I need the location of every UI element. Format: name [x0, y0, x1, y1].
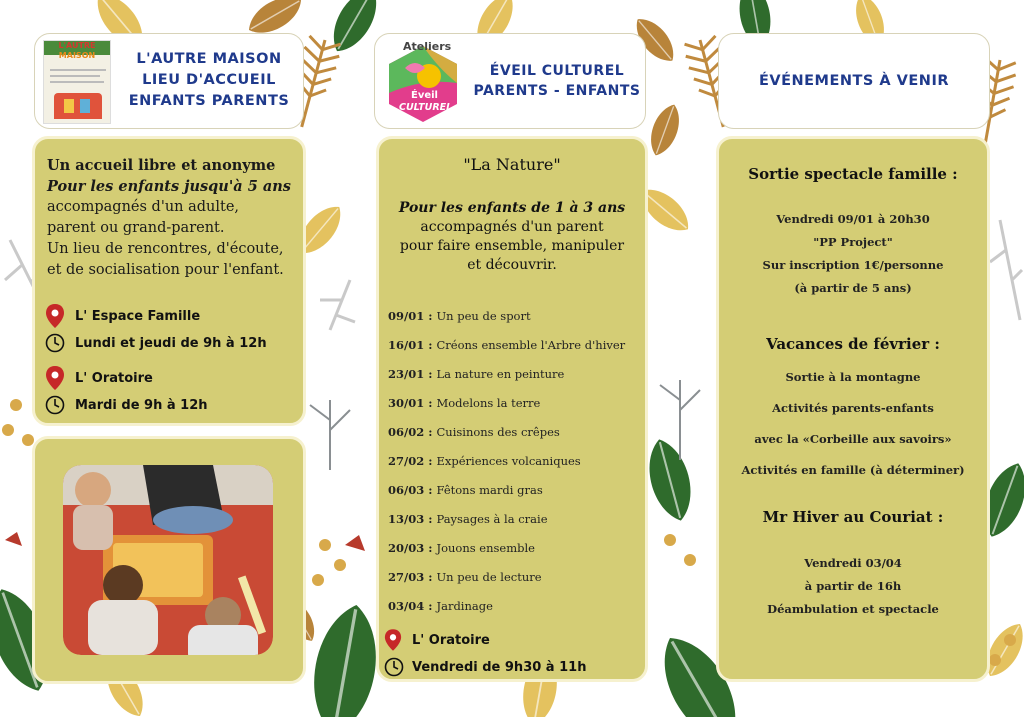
clock-icon: [45, 333, 65, 353]
event-3-line-1: Vendredi 03/04: [804, 556, 902, 570]
schedule-item: [388, 454, 581, 468]
schedule-date: 03/04: [388, 599, 425, 613]
photo-panel: [32, 436, 306, 684]
intro-line-1: Pour les enfants de 1 à 3 ans: [398, 200, 626, 216]
schedule-separator: :: [424, 541, 437, 555]
clock-icon: [45, 395, 65, 415]
header-line-1: ÉVEIL CULTUREL: [489, 63, 625, 79]
schedule-separator: :: [424, 454, 437, 468]
schedule-item: [388, 367, 564, 381]
schedule-item: [388, 338, 625, 352]
schedule-item: [388, 570, 542, 584]
schedule-label: Un peu de lecture: [436, 570, 542, 584]
schedule-date: 23/01: [388, 367, 425, 381]
place-oratoire: L' Oratoire: [412, 632, 490, 648]
event-2-line-2: Activités parents-enfants: [772, 401, 934, 415]
schedule-label: Un peu de sport: [436, 309, 531, 323]
children-playing-photo: [63, 465, 273, 655]
schedule-label: La nature en peinture: [436, 367, 565, 381]
event-1-line-4: (à partir de 5 ans): [794, 281, 912, 295]
schedule-date: 16/01: [388, 338, 425, 352]
schedule-label: Fêtons mardi gras: [436, 483, 543, 497]
schedule-item: [388, 309, 531, 323]
event-2-line-1: Sortie à la montagne: [785, 370, 921, 384]
event-3-title: Mr Hiver au Couriat :: [762, 508, 944, 526]
evenements-header-title: ÉVÉNEMENTS À VENIR: [758, 73, 950, 89]
intro-line-3: pour faire ensemble, manipuler: [399, 238, 625, 254]
event-1-line-3: Sur inscription 1€/personne: [762, 258, 944, 272]
intro-line-1: Un accueil libre et anonyme: [47, 157, 276, 174]
intro-line-4: et découvrir.: [467, 257, 557, 273]
schedule-label: Créons ensemble l'Arbre d'hiver: [436, 338, 626, 352]
schedule-separator: :: [424, 570, 437, 584]
eveil-culturel-header-card: [374, 33, 646, 129]
schedule-date: 09/01: [388, 309, 425, 323]
autre-maison-info-panel: [32, 136, 306, 426]
event-2-title: Vacances de février :: [766, 335, 940, 353]
schedule-label: Modelons la terre: [436, 396, 541, 410]
schedule-date: 20/03: [388, 541, 425, 555]
schedule-label: Jouons ensemble: [436, 541, 535, 555]
schedule-item: [388, 396, 540, 410]
schedule-item: [388, 483, 543, 497]
schedule-separator: :: [424, 512, 437, 526]
location-pin-icon: [384, 628, 402, 652]
intro-line-2: Pour les enfants jusqu'à 5 ans: [47, 178, 291, 195]
event-2-line-4: Activités en famille (à déterminer): [741, 463, 965, 477]
schedule-separator: :: [424, 483, 437, 497]
schedule-separator: :: [424, 425, 437, 439]
schedule-label: Cuisinons des crêpes: [436, 425, 560, 439]
schedule-date: 06/03: [388, 483, 425, 497]
header-line-2: LIEU D'ACCUEIL: [142, 72, 276, 88]
event-1-line-2: "PP Project": [813, 235, 893, 249]
logo-culturel-text: CULTUREL: [399, 102, 453, 113]
header-line-2: PARENTS - ENFANTS: [473, 83, 641, 99]
time-vendredi: Vendredi de 9h30 à 11h: [412, 659, 587, 675]
header-line-1: L'AUTRE MAISON: [136, 51, 282, 67]
autre-maison-header-card: [34, 33, 304, 129]
time-mardi: Mardi de 9h à 12h: [75, 397, 208, 413]
schedule-item: [388, 541, 535, 555]
schedule-item: [388, 425, 560, 439]
schedule-separator: :: [424, 309, 437, 323]
schedule-item: [388, 599, 493, 613]
schedule-separator: :: [424, 367, 437, 381]
theme-title: "La Nature": [463, 155, 561, 174]
time-lundi-jeudi: Lundi et jeudi de 9h à 12h: [75, 335, 267, 351]
schedule-label: Jardinage: [436, 599, 493, 613]
location-pin-icon: [45, 365, 65, 391]
schedule-item: [388, 512, 548, 526]
header-line-3: ENFANTS PARENTS: [128, 93, 290, 109]
event-1-title: Sortie spectacle famille :: [748, 165, 958, 183]
evenements-header-card: [718, 33, 990, 129]
schedule-date: 27/03: [388, 570, 425, 584]
schedule-date: 06/02: [388, 425, 425, 439]
event-3-line-3: Déambulation et spectacle: [767, 602, 939, 616]
event-2-line-3: avec la «Corbeille aux savoirs»: [754, 432, 952, 446]
clock-icon: [384, 657, 404, 677]
intro-line-3: accompagnés d'un adulte,: [47, 199, 240, 215]
event-1-line-1: Vendredi 09/01 à 20h30: [776, 212, 930, 226]
intro-line-4: parent ou grand-parent.: [47, 220, 225, 236]
place-oratoire: L' Oratoire: [75, 370, 153, 386]
schedule-date: 13/03: [388, 512, 425, 526]
event-3-line-2: à partir de 16h: [804, 579, 902, 593]
intro-line-6: et de socialisation pour l'enfant.: [47, 262, 284, 278]
schedule-label: Paysages à la craie: [436, 512, 548, 526]
logo-text-2: MAISON: [58, 51, 96, 60]
intro-line-5: Un lieu de rencontres, d'écoute,: [47, 241, 284, 257]
place-espace-famille: L' Espace Famille: [75, 308, 201, 324]
schedule-date: 30/01: [388, 396, 425, 410]
autre-maison-logo: [43, 40, 111, 124]
schedule-label: Expériences volcaniques: [436, 454, 581, 468]
schedule-date: 27/02: [388, 454, 425, 468]
logo-text-1: L'AUTRE: [58, 41, 96, 50]
logo-eveil-text: Éveil: [411, 90, 438, 101]
schedule-separator: :: [424, 338, 437, 352]
intro-line-2: accompagnés d'un parent: [420, 219, 604, 235]
location-pin-icon: [45, 303, 65, 329]
schedule-separator: :: [424, 396, 437, 410]
logo-ateliers-text: Ateliers: [403, 40, 452, 53]
schedule-separator: :: [424, 599, 437, 613]
